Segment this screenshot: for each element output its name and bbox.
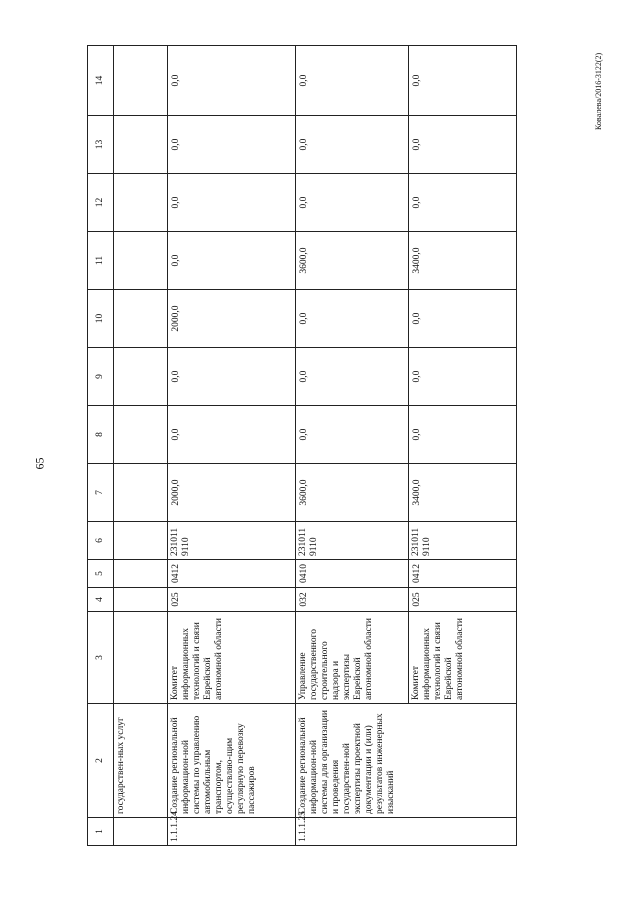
header-row <box>88 46 114 846</box>
empty-cell <box>114 612 168 704</box>
cell-number: 1.1.1.24 <box>168 818 296 846</box>
cell-value: 0,0 <box>168 406 296 464</box>
empty-cell <box>114 522 168 560</box>
continuation-row <box>114 46 168 846</box>
cell-grbs: 025 <box>408 588 516 612</box>
empty-cell <box>114 588 168 612</box>
col-header: 7 <box>88 464 114 522</box>
cell-value: 0,0 <box>408 348 516 406</box>
cell-rzpr: 0410 <box>296 560 409 588</box>
cell-rzpr: 0412 <box>408 560 516 588</box>
cell-grbs: 025 <box>168 588 296 612</box>
col-header: 6 <box>88 522 114 560</box>
col-header: 12 <box>88 174 114 232</box>
cell-name: Создание региональной информацион-ной системы по управлению автомобильным транспортом, осуществляю-щим регулярную перевозку пассажиров <box>168 704 296 818</box>
col-header: 11 <box>88 232 114 290</box>
cell-value: 0,0 <box>168 116 296 174</box>
budget-table-container <box>87 46 517 846</box>
cell-name: Создание региональной информацион-ной системы для организации и проведения государствен-ной экспертизы проектной документации и (или) результатов инженерных изысканий <box>296 704 517 818</box>
col-header: 14 <box>88 46 114 116</box>
cell-value: 0,0 <box>296 348 409 406</box>
cell-csr: 2310119110 <box>296 522 409 560</box>
cell-value: 0,0 <box>168 232 296 290</box>
cell-csr: 2310119110 <box>408 522 516 560</box>
empty-cell <box>114 348 168 406</box>
cell-value: 0,0 <box>408 46 516 116</box>
empty-cell <box>114 464 168 522</box>
table-row <box>168 46 296 846</box>
empty-cell <box>114 116 168 174</box>
col-header: 1 <box>88 818 114 846</box>
cell-value: 0,0 <box>168 46 296 116</box>
empty-cell <box>114 290 168 348</box>
cell-rzpr: 0412 <box>168 560 296 588</box>
cell-name: государствен-ных услуг <box>114 704 168 818</box>
empty-cell <box>114 406 168 464</box>
cell-value: 0,0 <box>296 174 409 232</box>
col-header: 8 <box>88 406 114 464</box>
page-number: 65 <box>32 457 47 470</box>
cell-csr: 2310119110 <box>168 522 296 560</box>
cell-value: 0,0 <box>296 116 409 174</box>
budget-table <box>87 45 517 846</box>
cell-value: 3400,0 <box>408 232 516 290</box>
cell-value: 2000,0 <box>168 290 296 348</box>
cell-value: 0,0 <box>408 290 516 348</box>
cell-value: 0,0 <box>408 116 516 174</box>
cell-total: 3600,0 <box>296 464 409 522</box>
cell-value: 0,0 <box>296 290 409 348</box>
col-header: 9 <box>88 348 114 406</box>
empty-cell <box>114 560 168 588</box>
empty-cell <box>114 174 168 232</box>
cell-value: 0,0 <box>296 406 409 464</box>
empty-cell <box>114 46 168 116</box>
cell-executor: Комитет информационных технологий и связи Еврейской автономной области <box>168 612 296 704</box>
col-header: 3 <box>88 612 114 704</box>
col-header: 13 <box>88 116 114 174</box>
table-row <box>296 46 409 846</box>
cell-value: 3600,0 <box>296 232 409 290</box>
cell-executor: Комитет информационных технологий и связи Еврейской автономной области <box>408 612 516 704</box>
cell-value: 0,0 <box>168 348 296 406</box>
col-header: 5 <box>88 560 114 588</box>
cell-executor: Управление государственного строительного надзора и экспертизы Еврейской автономной области <box>296 612 409 704</box>
cell-value: 0,0 <box>296 46 409 116</box>
col-header: 10 <box>88 290 114 348</box>
cell-number <box>114 818 168 846</box>
empty-cell <box>114 232 168 290</box>
cell-total: 2000,0 <box>168 464 296 522</box>
cell-number: 1.1.1.25 <box>296 818 517 846</box>
cell-total: 3400,0 <box>408 464 516 522</box>
document-code: Ковалева/2016-3122(2) <box>594 52 603 130</box>
cell-value: 0,0 <box>408 406 516 464</box>
cell-value: 0,0 <box>168 174 296 232</box>
col-header: 4 <box>88 588 114 612</box>
cell-value: 0,0 <box>408 174 516 232</box>
col-header: 2 <box>88 704 114 818</box>
cell-grbs: 032 <box>296 588 409 612</box>
